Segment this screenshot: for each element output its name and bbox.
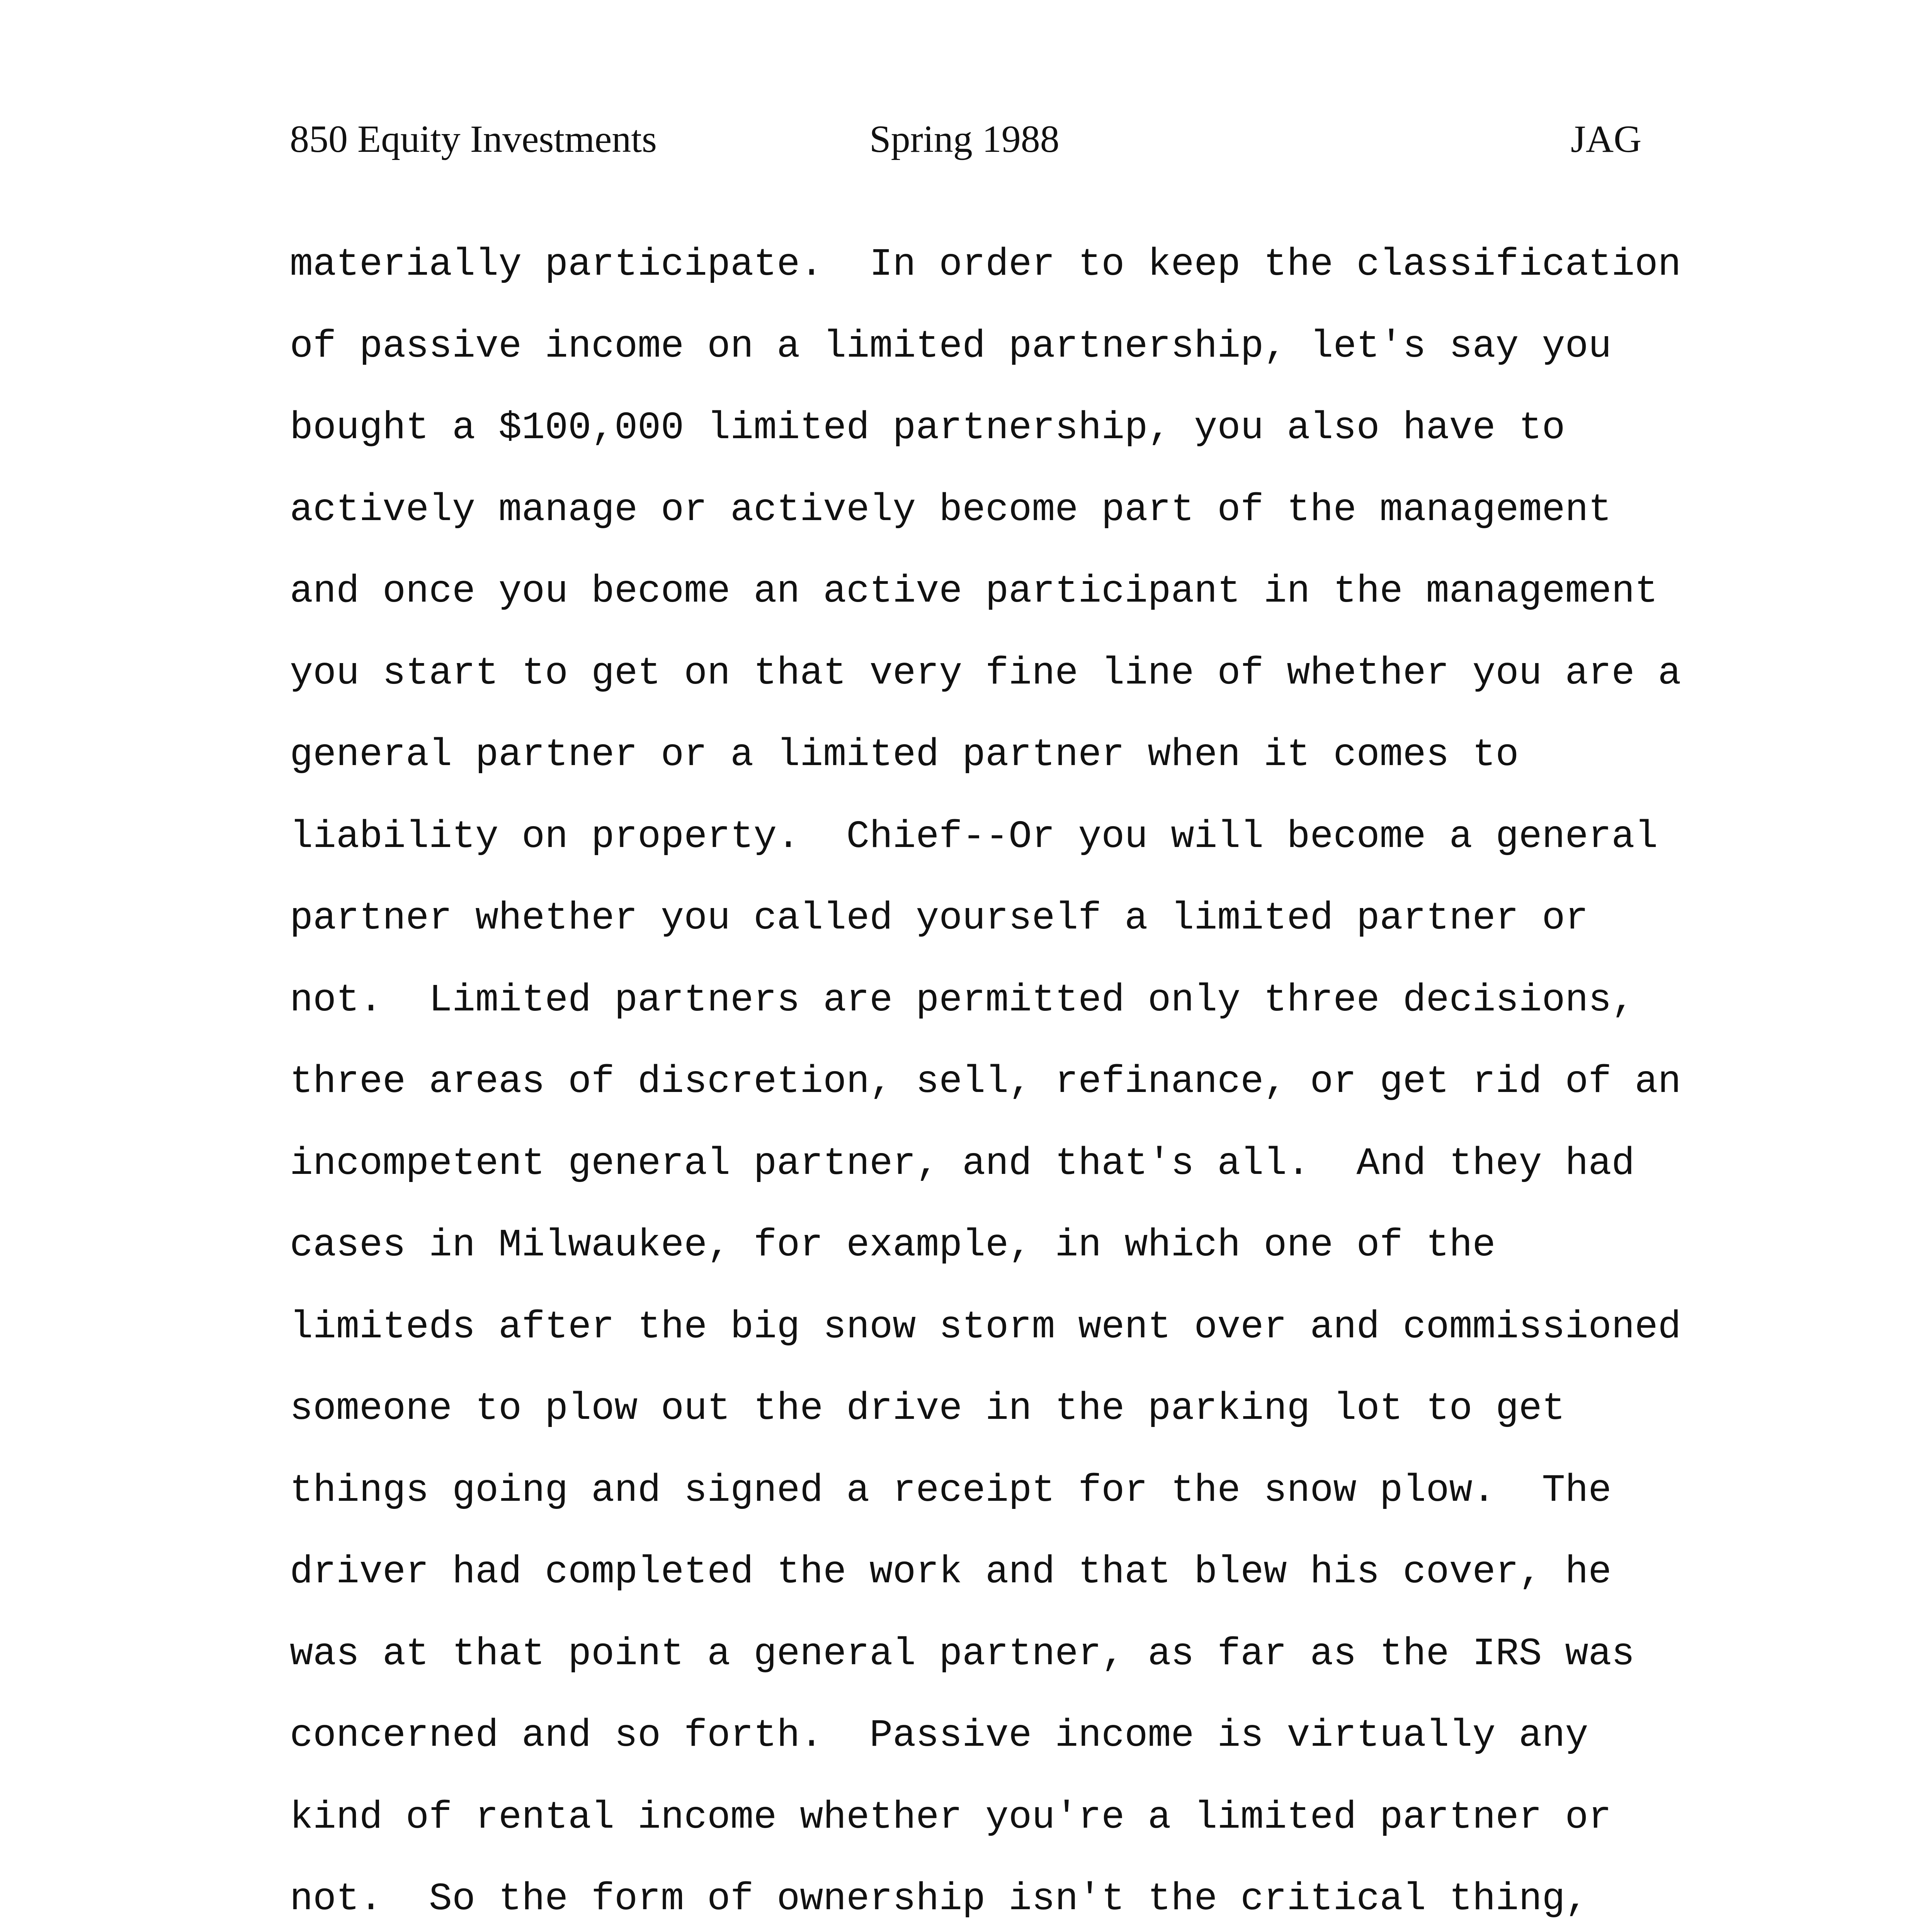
header-course-title: 850 Equity Investments xyxy=(290,117,657,160)
text-line: general partner or a limited partner when it comes to xyxy=(290,733,1519,777)
text-line: incompetent general partner, and that's all. And they had xyxy=(290,1142,1635,1186)
text-line: bought a $100,000 limited partnership, you also have to xyxy=(290,406,1565,450)
text-line: materially participate. In order to keep the classification xyxy=(290,243,1681,287)
text-line: was at that point a general partner, as far as the IRS was xyxy=(290,1632,1635,1676)
text-line: concerned and so forth. Passive income is virtually any xyxy=(290,1714,1588,1758)
text-line: partner whether you called yourself a limited partner or xyxy=(290,897,1588,940)
text-line: three areas of discretion, sell, refinance, or get rid of an xyxy=(290,1060,1681,1104)
text-line: kind of rental income whether you're a limited partner or xyxy=(290,1796,1612,1840)
transcript-body xyxy=(290,224,1719,1932)
header-initials: JAG xyxy=(1571,117,1642,160)
text-line: limiteds after the big snow storm went over and commissioned xyxy=(290,1305,1681,1349)
text-line: liability on property. Chief--Or you will become a general xyxy=(290,815,1658,859)
text-line: and once you become an active participant in the management xyxy=(290,570,1658,614)
text-line: driver had completed the work and that blew his cover, he xyxy=(290,1551,1612,1594)
text-line: actively manage or actively become part of the management xyxy=(290,488,1612,532)
text-line: things going and signed a receipt for the snow plow. The xyxy=(290,1469,1612,1513)
text-line: cases in Milwaukee, for example, in which one of the xyxy=(290,1224,1496,1267)
text-line: you start to get on that very fine line of whether you are a xyxy=(290,651,1681,696)
page-header xyxy=(0,112,1932,166)
text-line: not. Limited partners are permitted only three decisions, xyxy=(290,978,1635,1022)
text-line: of passive income on a limited partnership, let's say you xyxy=(290,325,1612,369)
header-term: Spring 1988 xyxy=(869,117,1060,160)
text-line: someone to plow out the drive in the parking lot to get xyxy=(290,1387,1565,1431)
text-line: not. So the form of ownership isn't the critical thing, xyxy=(290,1878,1588,1921)
